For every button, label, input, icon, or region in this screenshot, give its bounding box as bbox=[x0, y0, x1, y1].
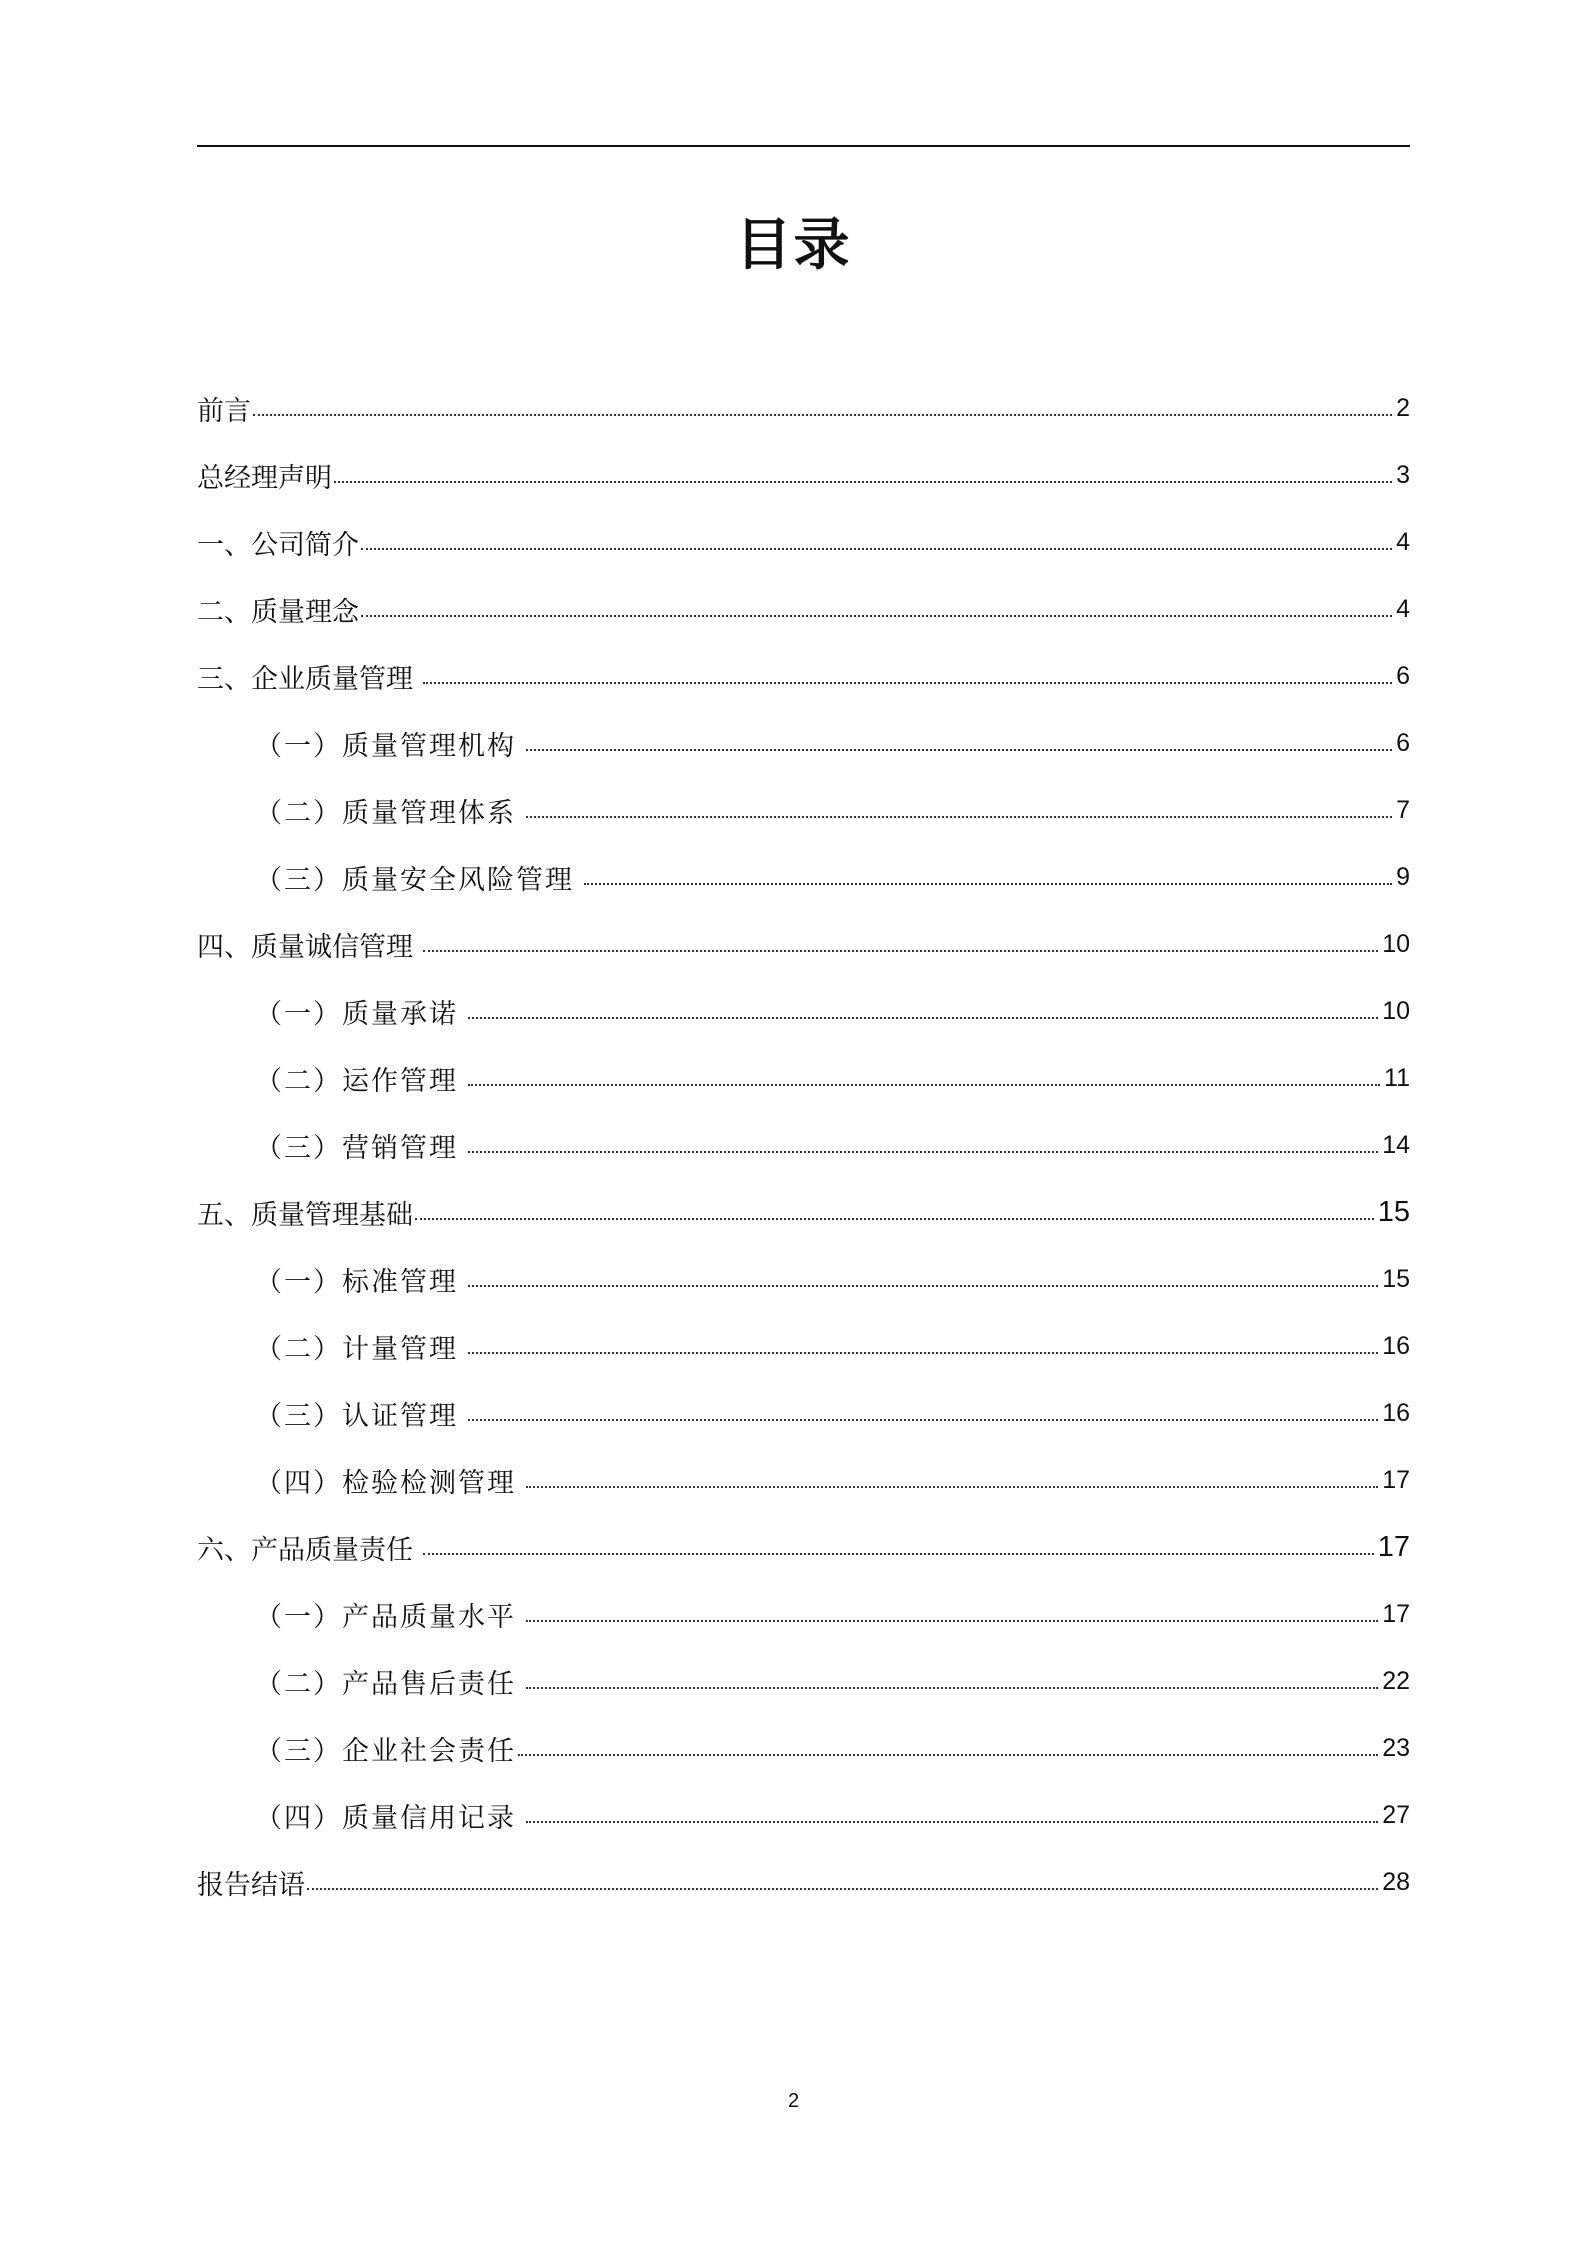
toc-entry-label[interactable]: （一）质量管理机构 bbox=[255, 731, 516, 762]
toc-dot-leader bbox=[468, 1151, 1378, 1153]
toc-entry-label[interactable]: 二、质量理念 bbox=[197, 597, 359, 628]
toc-entry-page-number[interactable]: 4 bbox=[1396, 595, 1410, 623]
toc-dot-leader bbox=[526, 1620, 1378, 1622]
table-of-contents bbox=[197, 375, 1410, 1916]
toc-entry-label[interactable]: （二）计量管理 bbox=[255, 1334, 458, 1365]
toc-entry-page-number[interactable]: 22 bbox=[1382, 1667, 1410, 1695]
toc-entry[interactable] bbox=[197, 1447, 1410, 1514]
toc-entry-label[interactable]: （四）质量信用记录 bbox=[255, 1803, 516, 1834]
toc-entry-page-number[interactable]: 6 bbox=[1396, 729, 1410, 757]
toc-dot-leader bbox=[468, 1017, 1378, 1019]
toc-entry-page-number[interactable]: 3 bbox=[1396, 461, 1410, 489]
toc-entry-label[interactable]: （三）认证管理 bbox=[255, 1401, 458, 1432]
toc-entry-page-number[interactable]: 17 bbox=[1377, 1531, 1410, 1563]
toc-entry[interactable] bbox=[197, 1514, 1410, 1581]
toc-entry-page-number[interactable]: 17 bbox=[1382, 1600, 1410, 1628]
toc-entry[interactable] bbox=[197, 509, 1410, 576]
toc-dot-leader bbox=[518, 1754, 1378, 1756]
toc-dot-leader bbox=[584, 883, 1392, 885]
toc-entry-page-number[interactable]: 9 bbox=[1396, 863, 1410, 891]
toc-entry-label[interactable]: （二）质量管理体系 bbox=[255, 798, 516, 829]
toc-entry-label[interactable]: 总经理声明 bbox=[197, 463, 332, 494]
toc-entry[interactable] bbox=[197, 1782, 1410, 1849]
footer-page-number: 2 bbox=[787, 2090, 800, 2112]
toc-entry[interactable] bbox=[197, 844, 1410, 911]
toc-entry[interactable] bbox=[197, 1581, 1410, 1648]
toc-entry-page-number[interactable]: 6 bbox=[1396, 662, 1410, 690]
toc-dot-leader bbox=[307, 1888, 1378, 1890]
toc-entry-label[interactable]: （一）产品质量水平 bbox=[255, 1602, 516, 1633]
toc-dot-leader bbox=[468, 1285, 1378, 1287]
toc-entry[interactable] bbox=[197, 375, 1410, 442]
toc-entry-label[interactable]: （二）运作管理 bbox=[255, 1066, 458, 1097]
toc-entry-page-number[interactable]: 2 bbox=[1396, 394, 1410, 422]
toc-entry-page-number[interactable]: 7 bbox=[1396, 796, 1410, 824]
toc-entry-label[interactable]: （一）标准管理 bbox=[255, 1267, 458, 1298]
toc-entry-label[interactable]: 一、公司简介 bbox=[197, 530, 359, 561]
toc-entry-page-number[interactable]: 23 bbox=[1382, 1734, 1410, 1762]
toc-entry[interactable] bbox=[197, 1849, 1410, 1916]
toc-dot-leader bbox=[415, 1218, 1374, 1220]
toc-entry-page-number[interactable]: 10 bbox=[1382, 997, 1410, 1025]
toc-entry[interactable] bbox=[197, 1246, 1410, 1313]
toc-dot-leader bbox=[361, 615, 1392, 617]
toc-entry[interactable] bbox=[197, 911, 1410, 978]
toc-entry-label[interactable]: 前言 bbox=[197, 396, 251, 427]
toc-entry-label[interactable]: （一）质量承诺 bbox=[255, 999, 458, 1030]
toc-entry[interactable] bbox=[197, 643, 1410, 710]
toc-entry[interactable] bbox=[197, 777, 1410, 844]
toc-entry-page-number[interactable]: 28 bbox=[1382, 1868, 1410, 1896]
toc-dot-leader bbox=[253, 414, 1392, 416]
page-title: 目录 bbox=[735, 213, 852, 278]
toc-entry[interactable] bbox=[197, 1648, 1410, 1715]
toc-entry-label[interactable]: （三）营销管理 bbox=[255, 1133, 458, 1164]
toc-dot-leader bbox=[526, 1486, 1378, 1488]
toc-entry[interactable] bbox=[197, 576, 1410, 643]
toc-entry-label[interactable]: （二）产品售后责任 bbox=[255, 1669, 516, 1700]
toc-dot-leader bbox=[526, 816, 1392, 818]
toc-entry[interactable] bbox=[197, 1112, 1410, 1179]
toc-dot-leader bbox=[423, 950, 1378, 952]
toc-entry[interactable] bbox=[197, 710, 1410, 777]
toc-entry-page-number[interactable]: 15 bbox=[1377, 1196, 1410, 1228]
toc-entry-label[interactable]: （三）企业社会责任 bbox=[255, 1736, 516, 1767]
toc-entry-label[interactable]: 三、企业质量管理 bbox=[197, 664, 413, 695]
toc-entry-page-number[interactable]: 27 bbox=[1382, 1801, 1410, 1829]
toc-dot-leader bbox=[468, 1352, 1378, 1354]
toc-dot-leader bbox=[361, 548, 1392, 550]
toc-entry-page-number[interactable]: 11 bbox=[1384, 1064, 1410, 1092]
toc-entry-page-number[interactable]: 15 bbox=[1382, 1265, 1410, 1293]
toc-entry[interactable] bbox=[197, 978, 1410, 1045]
toc-entry[interactable] bbox=[197, 1380, 1410, 1447]
toc-dot-leader bbox=[334, 481, 1392, 483]
toc-entry-label[interactable]: 报告结语 bbox=[197, 1870, 305, 1901]
toc-entry-label[interactable]: 四、质量诚信管理 bbox=[197, 932, 413, 963]
toc-entry-label[interactable]: 五、质量管理基础 bbox=[197, 1200, 413, 1231]
toc-entry[interactable] bbox=[197, 1715, 1410, 1782]
toc-dot-leader bbox=[423, 682, 1392, 684]
toc-dot-leader bbox=[468, 1419, 1378, 1421]
toc-entry-label[interactable]: （三）质量安全风险管理 bbox=[255, 865, 574, 896]
toc-entry-page-number[interactable]: 16 bbox=[1382, 1399, 1410, 1427]
toc-dot-leader bbox=[526, 749, 1392, 751]
toc-entry[interactable] bbox=[197, 442, 1410, 509]
toc-entry-page-number[interactable]: 4 bbox=[1396, 528, 1410, 556]
header-rule bbox=[197, 145, 1410, 147]
toc-entry-page-number[interactable]: 17 bbox=[1382, 1466, 1410, 1494]
toc-entry-page-number[interactable]: 14 bbox=[1382, 1131, 1410, 1159]
toc-entry-page-number[interactable]: 10 bbox=[1382, 930, 1410, 958]
toc-dot-leader bbox=[526, 1821, 1378, 1823]
toc-entry[interactable] bbox=[197, 1179, 1410, 1246]
toc-entry-label[interactable]: （四）检验检测管理 bbox=[255, 1468, 516, 1499]
toc-entry[interactable] bbox=[197, 1045, 1410, 1112]
toc-dot-leader bbox=[526, 1687, 1378, 1689]
toc-dot-leader bbox=[468, 1084, 1380, 1086]
toc-entry-label[interactable]: 六、产品质量责任 bbox=[197, 1535, 413, 1566]
toc-entry-page-number[interactable]: 16 bbox=[1382, 1332, 1410, 1360]
toc-entry[interactable] bbox=[197, 1313, 1410, 1380]
toc-dot-leader bbox=[423, 1553, 1374, 1555]
